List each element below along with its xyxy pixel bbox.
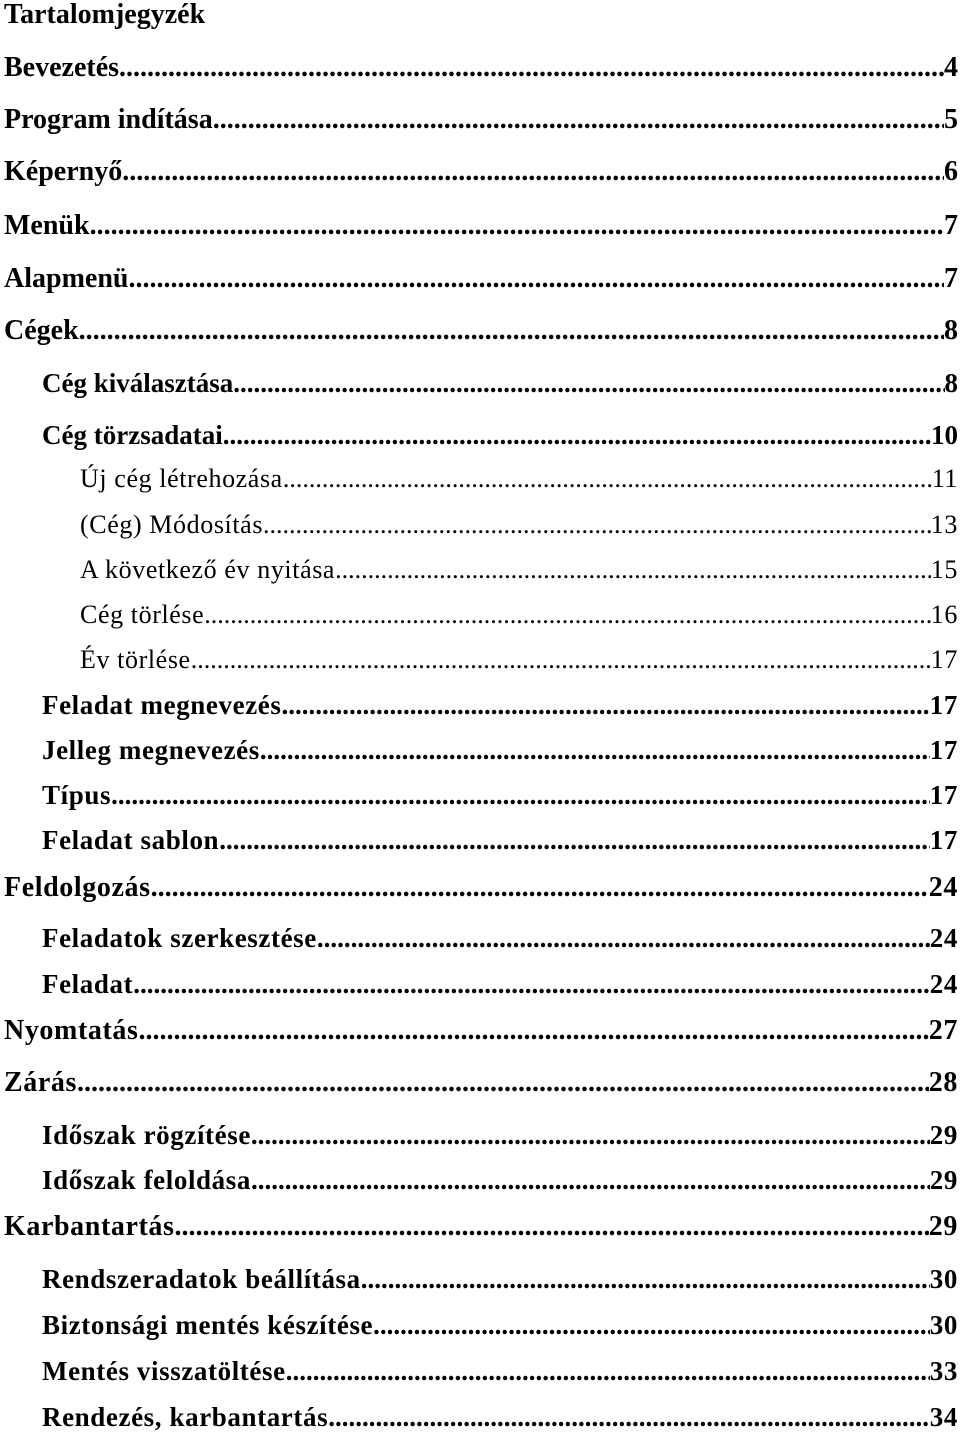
toc-leader-dots [191, 645, 931, 675]
toc-entry-kepernyo[interactable] [4, 156, 958, 188]
toc-entry-page: 24 [929, 969, 958, 999]
toc-entry-feldolgozas[interactable] [4, 872, 958, 904]
toc-entry-page: 29 [928, 1211, 958, 1242]
toc-entry-uj-ceg-letrehozasa[interactable] [80, 464, 958, 494]
toc-leader-dots [90, 210, 944, 242]
toc-entry-label: Feldolgozás [4, 872, 151, 903]
toc-entry-label: Mentés visszatöltése [42, 1356, 286, 1386]
toc-entry-page: 8 [944, 315, 958, 346]
toc-leader-dots [204, 600, 931, 630]
toc-entry-page: 17 [929, 735, 958, 765]
toc-entry-mentes-visszatoltese[interactable] [42, 1356, 958, 1387]
toc-entry-ceg-modositas[interactable] [80, 510, 958, 540]
toc-entry-page: 29 [929, 1165, 958, 1195]
toc-entry-karbantartas[interactable] [4, 1211, 958, 1243]
toc-entry-alapmenu[interactable] [4, 263, 958, 295]
toc-entry-page: 10 [931, 420, 958, 450]
toc-leader-dots [251, 1120, 930, 1151]
toc-leader-dots [281, 690, 929, 721]
toc-entry-label: Jelleg megnevezés [42, 735, 260, 765]
toc-entry-bevezetes[interactable] [4, 52, 958, 84]
toc-entry-label: Típus [42, 780, 112, 810]
toc-entry-label: Alapmenü [4, 263, 129, 294]
toc-entry-page: 30 [929, 1264, 958, 1294]
toc-leader-dots [139, 1015, 929, 1047]
toc-entry-nyomtatas[interactable] [4, 1015, 958, 1047]
toc-leader-dots [361, 1264, 930, 1295]
toc-entry-page: 34 [929, 1402, 958, 1432]
toc-leader-dots [111, 780, 930, 811]
toc-entry-page: 8 [944, 368, 958, 398]
toc-entry-rendszeradatok-beallitasa[interactable] [42, 1264, 958, 1295]
toc-leader-dots [77, 1067, 929, 1099]
toc-entry-page: 28 [928, 1067, 958, 1098]
toc-leader-dots [119, 52, 944, 84]
toc-entry-label: Év törlése [80, 645, 191, 674]
toc-entry-page: 17 [930, 645, 958, 674]
toc-entry-label: Zárás [4, 1067, 77, 1098]
toc-leader-dots [328, 1402, 930, 1433]
toc-entry-label: A következő év nyitása [80, 555, 336, 584]
toc-entry-page: 33 [929, 1356, 958, 1386]
toc-entry-label: Feladat sablon [42, 825, 220, 855]
toc-entry-label: Program indítása [4, 104, 213, 135]
toc-leader-dots [223, 420, 931, 451]
toc-leader-dots [373, 1310, 930, 1341]
toc-entry-ceg-torzsadatai[interactable] [42, 420, 958, 451]
toc-entry-page: 11 [931, 464, 958, 493]
toc-entry-page: 7 [944, 210, 958, 241]
toc-entry-label: Új cég létrehozása [80, 464, 283, 493]
toc-entry-label: Cég törzsadatai [42, 420, 223, 450]
toc-entry-label: Rendszeradatok beállítása [42, 1264, 361, 1294]
toc-leader-dots [263, 510, 931, 540]
toc-leader-dots [128, 263, 944, 295]
toc-entry-page: 16 [930, 600, 958, 629]
toc-entry-biztonsagi-mentes-keszitese[interactable] [42, 1310, 958, 1341]
toc-entry-label: Biztonsági mentés készítése [42, 1310, 374, 1340]
toc-leader-dots [286, 1356, 930, 1387]
toc-entry-page: 30 [929, 1310, 958, 1340]
toc-entry-page: 7 [944, 263, 958, 294]
toc-entry-label: Időszak rögzítése [42, 1120, 251, 1150]
toc-entry-idoszak-feloldasa[interactable] [42, 1165, 958, 1196]
toc-entry-label: Feladat megnevezés [42, 690, 282, 720]
toc-entry-zaras[interactable] [4, 1067, 958, 1099]
toc-leader-dots [133, 969, 930, 1000]
toc-entry-ceg-kivalasztasa[interactable] [42, 368, 958, 399]
toc-entry-page: 5 [944, 104, 958, 135]
toc-entry-page: 6 [944, 156, 958, 187]
toc-entry-label: Képernyő [4, 156, 123, 187]
toc-entry-page: 4 [944, 52, 958, 83]
toc-entry-program-inditasa[interactable] [4, 104, 958, 136]
toc-leader-dots [335, 555, 931, 585]
toc-entry-page: 17 [929, 825, 958, 855]
toc-entry-label: Karbantartás [4, 1211, 175, 1242]
toc-entry-label: Nyomtatás [4, 1015, 139, 1046]
toc-leader-dots [251, 1165, 930, 1196]
toc-entry-label: Rendezés, karbantartás [42, 1402, 329, 1432]
toc-entry-feladat-megnevezes[interactable] [42, 690, 958, 721]
toc-entry-page: 27 [928, 1015, 958, 1046]
toc-leader-dots [283, 464, 932, 494]
toc-leader-dots [175, 1211, 929, 1243]
toc-entry-page: 17 [929, 690, 958, 720]
toc-entry-page: 24 [929, 923, 958, 953]
toc-entry-page: 13 [930, 510, 958, 539]
toc-leader-dots [317, 923, 930, 954]
toc-entry-ev-torlese[interactable] [80, 645, 958, 675]
toc-entry-label: Időszak feloldása [42, 1165, 251, 1195]
toc-entry-feladat-sablon[interactable] [42, 825, 958, 856]
toc-entry-label: Feladatok szerkesztése [42, 923, 317, 953]
toc-entry-feladatok-szerkesztese[interactable] [42, 923, 958, 954]
toc-entry-page: 15 [930, 555, 958, 584]
toc-entry-jelleg-megnevezes[interactable] [42, 735, 958, 766]
toc-leader-dots [260, 735, 930, 766]
toc-entry-label: (Cég) Módosítás [80, 510, 264, 539]
toc-entry-page: 17 [929, 780, 958, 810]
toc-entry-ceg-torlese[interactable] [80, 600, 958, 630]
toc-entry-idoszak-rogzitese[interactable] [42, 1120, 958, 1151]
toc-entry-cegek[interactable] [4, 315, 958, 347]
toc-entry-label: Cég kiválasztása [42, 368, 234, 398]
toc-leader-dots [79, 315, 944, 347]
toc-entry-label: Feladat [42, 969, 134, 999]
toc-entry-label: Menük [4, 210, 90, 241]
toc-entry-label: Cég törlése [80, 600, 205, 629]
toc-leader-dots [213, 104, 944, 136]
toc-entry-page: 24 [928, 872, 958, 903]
toc-title: Tartalomjegyzék [4, 0, 206, 30]
toc-entry-rendezes-karbantartas[interactable] [42, 1402, 958, 1433]
toc-leader-dots [151, 872, 929, 904]
toc-leader-dots [233, 368, 944, 399]
toc-entry-menuk[interactable] [4, 210, 958, 242]
toc-entry-label: Cégek [4, 315, 79, 346]
toc-entry-kovetkezo-ev-nyitasa[interactable] [80, 555, 958, 585]
toc-entry-tipus[interactable] [42, 780, 958, 811]
toc-entry-page: 29 [929, 1120, 958, 1150]
toc-leader-dots [122, 156, 944, 188]
toc-entry-label: Bevezetés [4, 52, 120, 83]
toc-entry-feladat[interactable] [42, 969, 958, 1000]
toc-leader-dots [219, 825, 930, 856]
